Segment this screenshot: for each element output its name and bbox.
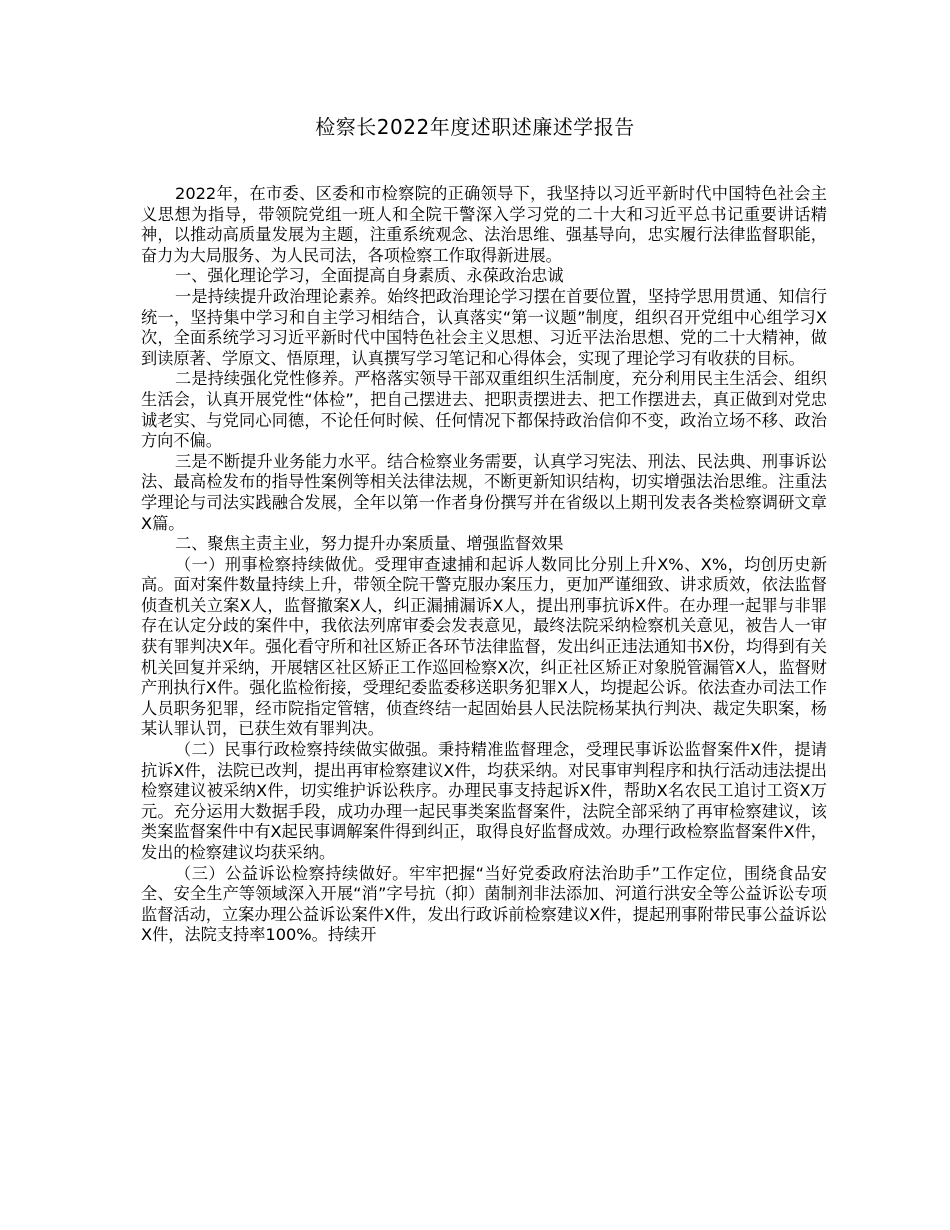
- body-paragraph: （一）刑事检察持续做优。受理审查逮捕和起诉人数同比分别上升X%、X%，均创历史新高。面对案件数量持续上升，带领全院干警克服办案压力，更加严谨细致、讲求质效，依法监督侦查机关立案X人，监督撤案X人，纠正漏捕漏诉X人，提出刑事抗诉X件。在办理一起罪与非罪存在认定分歧的案件中，我依法列席审委会发表意见，最终法院采纳检察机关意见，被告人一审获有罪判决X年。强化看守所和社区矫正各环节法律监督，发出纠正违法通知书X份，均得到有关机关回复并采纳，开展辖区社区矫正工作巡回检察X次，纠正社区矫正对象脱管漏管X人，监督财产刑执行X件。强化监检衔接，受理纪委监委移送职务犯罪X人，均提起公诉。依法查办司法工作人员职务犯罪，经市院指定管辖，侦查终结一起固始县人民法院杨某执行判决、裁定失职案，杨某认罪认罚，已获生效有罪判决。: [141, 554, 827, 739]
- body-paragraph: （三）公益诉讼检察持续做好。牢牢把握“当好党委政府法治助手”工作定位，围绕食品安全、安全生产等领域深入开展“消”字号抗（抑）菌制剂非法添加、河道行洪安全等公益诉讼专项监督活动，立案办理公益诉讼案件X件，发出行政诉前检察建议X件，提起刑事附带民事公益诉讼X件，法院支持率100%。持续开: [141, 863, 827, 945]
- intro-paragraph: 2022年，在市委、区委和市检察院的正确领导下，我坚持以习近平新时代中国特色社会主义思想为指导，带领院党组一班人和全院干警深入学习党的二十大和习近平总书记重要讲话精神，以推动高质量发展为主题，注重系统观念、法治思维、强基导向，忠实履行法律监督职能，奋力为大局服务、为人民司法，各项检察工作取得新进展。: [141, 184, 827, 265]
- body-paragraph: （二）民事行政检察持续做实做强。秉持精准监督理念，受理民事诉讼监督案件X件，提请抗诉X件，法院已改判，提出再审检察建议X件，均获采纳。对民事审判程序和执行活动违法提出检察建议被采纳X件，切实维护诉讼秩序。办理民事支持起诉X件，帮助X名农民工追讨工资X万元。充分运用大数据手段，成功办理一起民事类案监督案件，法院全部采纳了再审检察建议，该类案监督案件中有X起民事调解案件得到纠正，取得良好监督成效。办理行政检察监督案件X件，发出的检察建议均获采纳。: [141, 740, 827, 862]
- body-paragraph: 三是不断提升业务能力水平。结合检察业务需要，认真学习宪法、刑法、民法典、刑事诉讼法、最高检发布的指导性案例等相关法律法规，不断更新知识结构，切实增强法治思维。注重法学理论与司法实践融合发展，全年以第一作者身份撰写并在省级以上期刊发表各类检察调研文章X篇。: [141, 451, 827, 533]
- document-title: 检察长2022年度述职述廉述学报告: [315, 115, 635, 139]
- document-body: [141, 184, 827, 946]
- body-paragraph: 二是持续强化党性修养。严格落实领导干部双重组织生活制度，充分利用民主生活会、组织生活会，认真开展党性“体检”，把自己摆进去、把职责摆进去、把工作摆进去，真正做到对党忠诚老实、与党同心同德，不论任何时候、任何情况下都保持政治信仰不变，政治立场不移、政治方向不偏。: [141, 369, 827, 451]
- body-paragraph: 一是持续提升政治理论素养。始终把政治理论学习摆在首要位置，坚持学思用贯通、知信行统一，坚持集中学习和自主学习相结合，认真落实“第一议题”制度，组织召开党组中心组学习X次，全面系统学习习近平新时代中国特色社会主义思想、习近平法治思想、党的二十大精神，做到读原著、学原文、悟原理，认真撰写学习笔记和心得体会，实现了理论学习有收获的目标。: [141, 286, 827, 368]
- section-heading-2: 二、聚焦主责主业，努力提升办案质量、增强监督效果: [175, 534, 564, 554]
- section-heading-1: 一、强化理论学习，全面提高自身素质、永葆政治忠诚: [175, 266, 564, 286]
